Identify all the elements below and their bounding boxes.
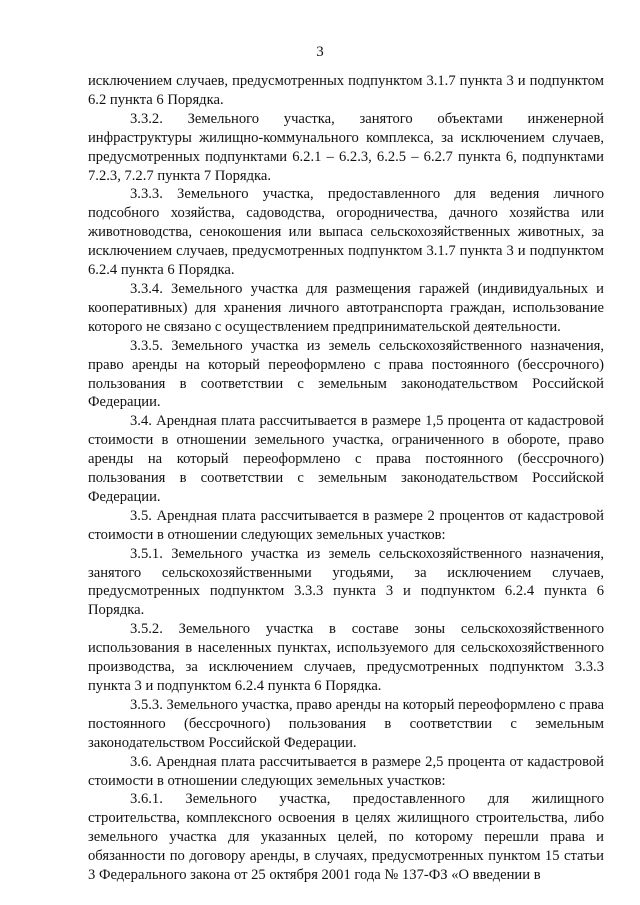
document-body [88,72,604,885]
paragraph-3-4: 3.4. Арендная плата рассчитывается в размере 1,5 процента от кадастровой стоимости в отношении земельного участка, ограниченного в обороте, право аренды на который переоформлено с права постоянного (бессрочного) пользования в соответствии с земельным законодательством Российской Федерации. [88,413,604,505]
paragraph-3-6: 3.6. Арендная плата рассчитывается в размере 2,5 процента от кадастровой стоимости в отношении следующих земельных участков: [88,753,604,789]
paragraph-3-3-4: 3.3.4. Земельного участка для размещения гаражей (индивидуальных и кооперативных) для хранения личного автотранспорта граждан, использование которого не связано с осуществлением предпринимательской деятельности. [88,280,604,335]
paragraph-3-5-2: 3.5.2. Земельного участка в составе зоны сельскохозяйственного использования в населенных пунктах, используемого для сельскохозяйственного производства, за исключением случаев, предусмотренных подпунктом 3.3.3 пункта 3 и подпунктом 6.2.4 пункта 6 Порядка. [88,621,604,694]
paragraph-3-5-1: 3.5.1. Земельного участка из земель сельскохозяйственного назначения, занятого сельскохозяйственными угодьями, за исключением случаев, предусмотренных подпунктом 3.3.3 пункта 3 и подпунктом 6.2.4 пункта 6 Порядка. [88,545,604,619]
paragraph-3-3-5: 3.3.5. Земельного участка из земель сельскохозяйственного назначения, право аренды на который переоформлено с права постоянного (бессрочного) пользования в соответствии с земельным законодательством Российской Федерации. [88,337,604,411]
paragraph-3-5: 3.5. Арендная плата рассчитывается в размере 2 процентов от кадастровой стоимости в отношении следующих земельных участков: [88,507,604,543]
paragraph-3-3-2: 3.3.2. Земельного участка, занятого объектами инженерной инфраструктуры жилищно-коммунального комплекса, за исключением случаев, предусмотренных подпунктами 6.2.1 – 6.2.3, 6.2.5 – 6.2.7 пункта 6, подпунктами 7.2.3, 7.2.7 пункта 7 Порядка. [88,110,604,184]
page-number: 3 [316,44,324,60]
paragraph-3-3-3: 3.3.3. Земельного участка, предоставленного для ведения личного подсобного хозяйства, садоводства, огородничества, дачного хозяйства или животноводства, сенокошения или выпаса сельскохозяйственных животных, за исключением случаев, предусмотренных подпунктом 3.1.7 пункта 3 и подпунктом 6.2.4 пункта 6 Порядка. [88,186,604,279]
paragraph-continuation: исключением случаев, предусмотренных подпунктом 3.1.7 пункта 3 и подпунктом 6.2 пункта 6 Порядка. [88,73,604,108]
paragraph-3-5-3: 3.5.3. Земельного участка, право аренды на который переоформлено с права постоянного (бессрочного) пользования в соответствии с земельным законодательством Российской Федерации. [88,696,604,751]
paragraph-3-6-1: 3.6.1. Земельного участка, предоставленного для жилищного строительства, комплексного освоения в целях жилищного строительства, либо земельного участка для указанных целей, по которому перешли права и обязанности по договору аренды, в случаях, предусмотренных пунктом 15 статьи 3 Федерального закона от 25 октября 2001 года № 137-ФЗ «О введении в [88,791,604,884]
